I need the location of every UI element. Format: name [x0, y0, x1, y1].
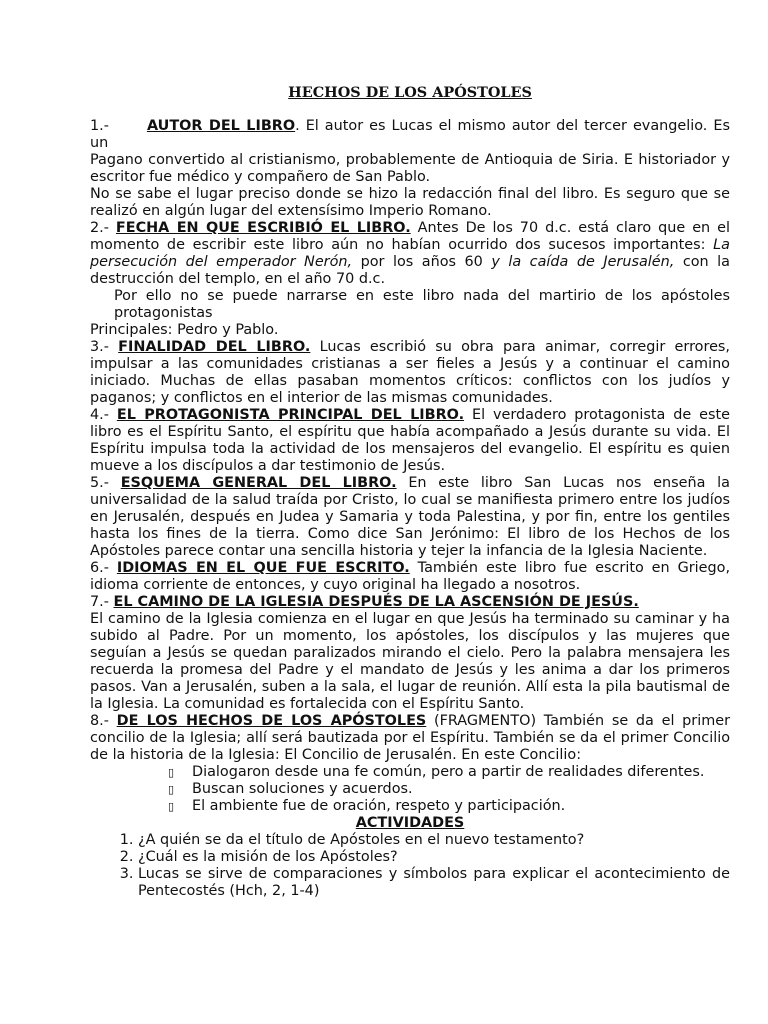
- section-1-heading: AUTOR DEL LIBRO: [146, 118, 296, 134]
- list-item: ▯ El ambiente fue de oración, respeto y participación.: [168, 798, 566, 814]
- activity-item: 1. ¿A quién se da el título de Apóstoles en el nuevo testamento?: [138, 832, 730, 849]
- section-1-text: El autor es Lucas el mismo autor del tercer evangelio. Es un: [90, 118, 730, 151]
- section-8-heading: DE LOS HECHOS DE LOS APÓSTOLES: [116, 713, 427, 729]
- section-4-number: 4.-: [90, 407, 109, 423]
- section-1-paragraph-2: Pagano convertido al cristianismo, probablemente de Antioquia de Siria. E historiador y escritor fue médico y compañero de San Pablo.: [90, 152, 730, 185]
- bullet-icon: ▯: [168, 766, 175, 779]
- section-1-number: 1.-: [90, 118, 109, 134]
- section-5-number: 5.-: [90, 475, 109, 491]
- bullet-icon: ▯: [168, 800, 175, 813]
- section-2-number: 2.-: [90, 220, 109, 236]
- activity-item: 3. Lucas se sirve de comparaciones y símbolos para explicar el acontecimiento de Pentecostés (Hch, 2, 1-4): [138, 866, 730, 900]
- section-7-paragraph: El camino de la Iglesia comienza en el lugar en que Jesús ha terminado su caminar y ha subido al Padre. Por un momento, los apóstoles, los discípulos y las mujeres que seguían a Jesús se quedan paralizados mirando el cielo. Pero la palabra mensajera les recuerda la promesa del Padre y el mandato de Jesús y les anima a dar los primeros pasos. Van a Jerusalén, suben a la sala, el lugar de reunión. Allí esta la pila bautismal de la Iglesia. La comunidad es fortalecida con el Espíritu Santo.: [90, 611, 730, 712]
- section-6-number: 6.-: [90, 560, 109, 576]
- italic-phrase: La persecución del emperador Nerón,: [90, 237, 730, 270]
- section-3-heading: FINALIDAD DEL LIBRO.: [118, 339, 311, 355]
- section-4: 4.- EL PROTAGONISTA PRINCIPAL DEL LIBRO. El verdadero protagonista de este libro es el Espíritu Santo, el espíritu que había acompañado a Jesús durante su vida. El Espíritu impulsa toda la actividad de los mensajeros del evangelio. El espíritu es quien mueve a los discípulos a dar testimonio de Jesús.: [90, 407, 730, 474]
- section-2: 2.- FECHA EN QUE ESCRIBIÓ EL LIBRO. Antes De los 70 d.c. está claro que en el momento de escribir este libro aún no habían ocurrido dos sucesos importantes: La persecución del emperador Nerón, por los años 60 y la caída de Jerusalén, con la destrucción del templo, en el año 70 d.c.: [90, 220, 731, 287]
- section-2-paragraph-3: Principales: Pedro y Pablo.: [90, 322, 279, 338]
- activities-title: ACTIVIDADES: [355, 815, 465, 831]
- bullet-icon: ▯: [168, 783, 175, 796]
- section-5: 5.- ESQUEMA GENERAL DEL LIBRO. En este libro San Lucas nos enseña la universalidad de la salud traída por Cristo, lo cual se manifiesta primero entre los judíos en Jerusalén, después en Judea y Samaria y toda Palestina, y por fin, entre los gentiles hasta los fines de la tierra. Como dice San Jerónimo: El libro de los Hechos de los Apóstoles parece contar una sencilla historia y tejer la infancia de la Iglesia Naciente.: [90, 475, 730, 559]
- council-bullet-list: [90, 764, 730, 815]
- section-1: 1.- AUTOR DEL LIBRO. El autor es Lucas el mismo autor del tercer evangelio. Es un: [90, 118, 730, 151]
- section-6: 6.- IDIOMAS EN EL QUE FUE ESCRITO. También este libro fue escrito en Griego, idioma corriente de entonces, y cuyo original ha llegado a nosotros.: [90, 560, 731, 593]
- section-7-heading: EL CAMINO DE LA IGLESIA DESPUÉS DE LA ASCENSIÓN DE JESÚS.: [113, 594, 639, 610]
- document-title: HECHOS DE LOS APÓSTOLES: [288, 84, 532, 101]
- section-7-number: 7.-: [90, 594, 109, 610]
- section-8-number: 8.-: [90, 713, 109, 729]
- section-2-heading: FECHA EN QUE ESCRIBIÓ EL LIBRO.: [115, 220, 411, 236]
- section-2-paragraph-2: Por ello no se puede narrarse en este libro nada del martirio de los apóstoles protagonistas: [114, 288, 730, 321]
- activity-item: 2. ¿Cuál es la misión de los Apóstoles?: [138, 849, 730, 866]
- section-4-heading: EL PROTAGONISTA PRINCIPAL DEL LIBRO.: [116, 407, 465, 423]
- list-item: ▯ Buscan soluciones y acuerdos.: [168, 781, 413, 797]
- activities-list: [90, 832, 730, 900]
- section-3: 3.- FINALIDAD DEL LIBRO. Lucas escribió su obra para animar, corregir errores, impulsar a las comunidades cristianas a ser fieles a Jesús y a continuar el camino iniciado. Muchas de ellas pasaban momentos críticos: conflictos con los judíos y paganos; y conflictos en el interior de las mismas comunidades.: [90, 339, 731, 406]
- italic-phrase: y la caída de Jerusalén,: [491, 254, 675, 270]
- list-item: ▯ Dialogaron desde una fe común, pero a partir de realidades diferentes.: [168, 764, 705, 780]
- section-7: [90, 594, 730, 611]
- section-3-number: 3.-: [90, 339, 109, 355]
- section-5-heading: ESQUEMA GENERAL DEL LIBRO.: [120, 475, 397, 491]
- section-1-paragraph-3: No se sabe el lugar preciso donde se hizo la redacción final del libro. Es seguro que se realizó en algún lugar del extensísimo Imperio Romano.: [90, 186, 730, 219]
- section-6-heading: IDIOMAS EN EL QUE FUE ESCRITO.: [116, 560, 410, 576]
- document-page: [90, 84, 730, 900]
- section-8: 8.- DE LOS HECHOS DE LOS APÓSTOLES (FRAGMENTO) También se da el primer concilio de la Iglesia; allí será bautizada por el Espíritu. También se da el primer Concilio de la historia de la Iglesia: El Concilio de Jerusalén. En este Concilio:: [90, 713, 730, 763]
